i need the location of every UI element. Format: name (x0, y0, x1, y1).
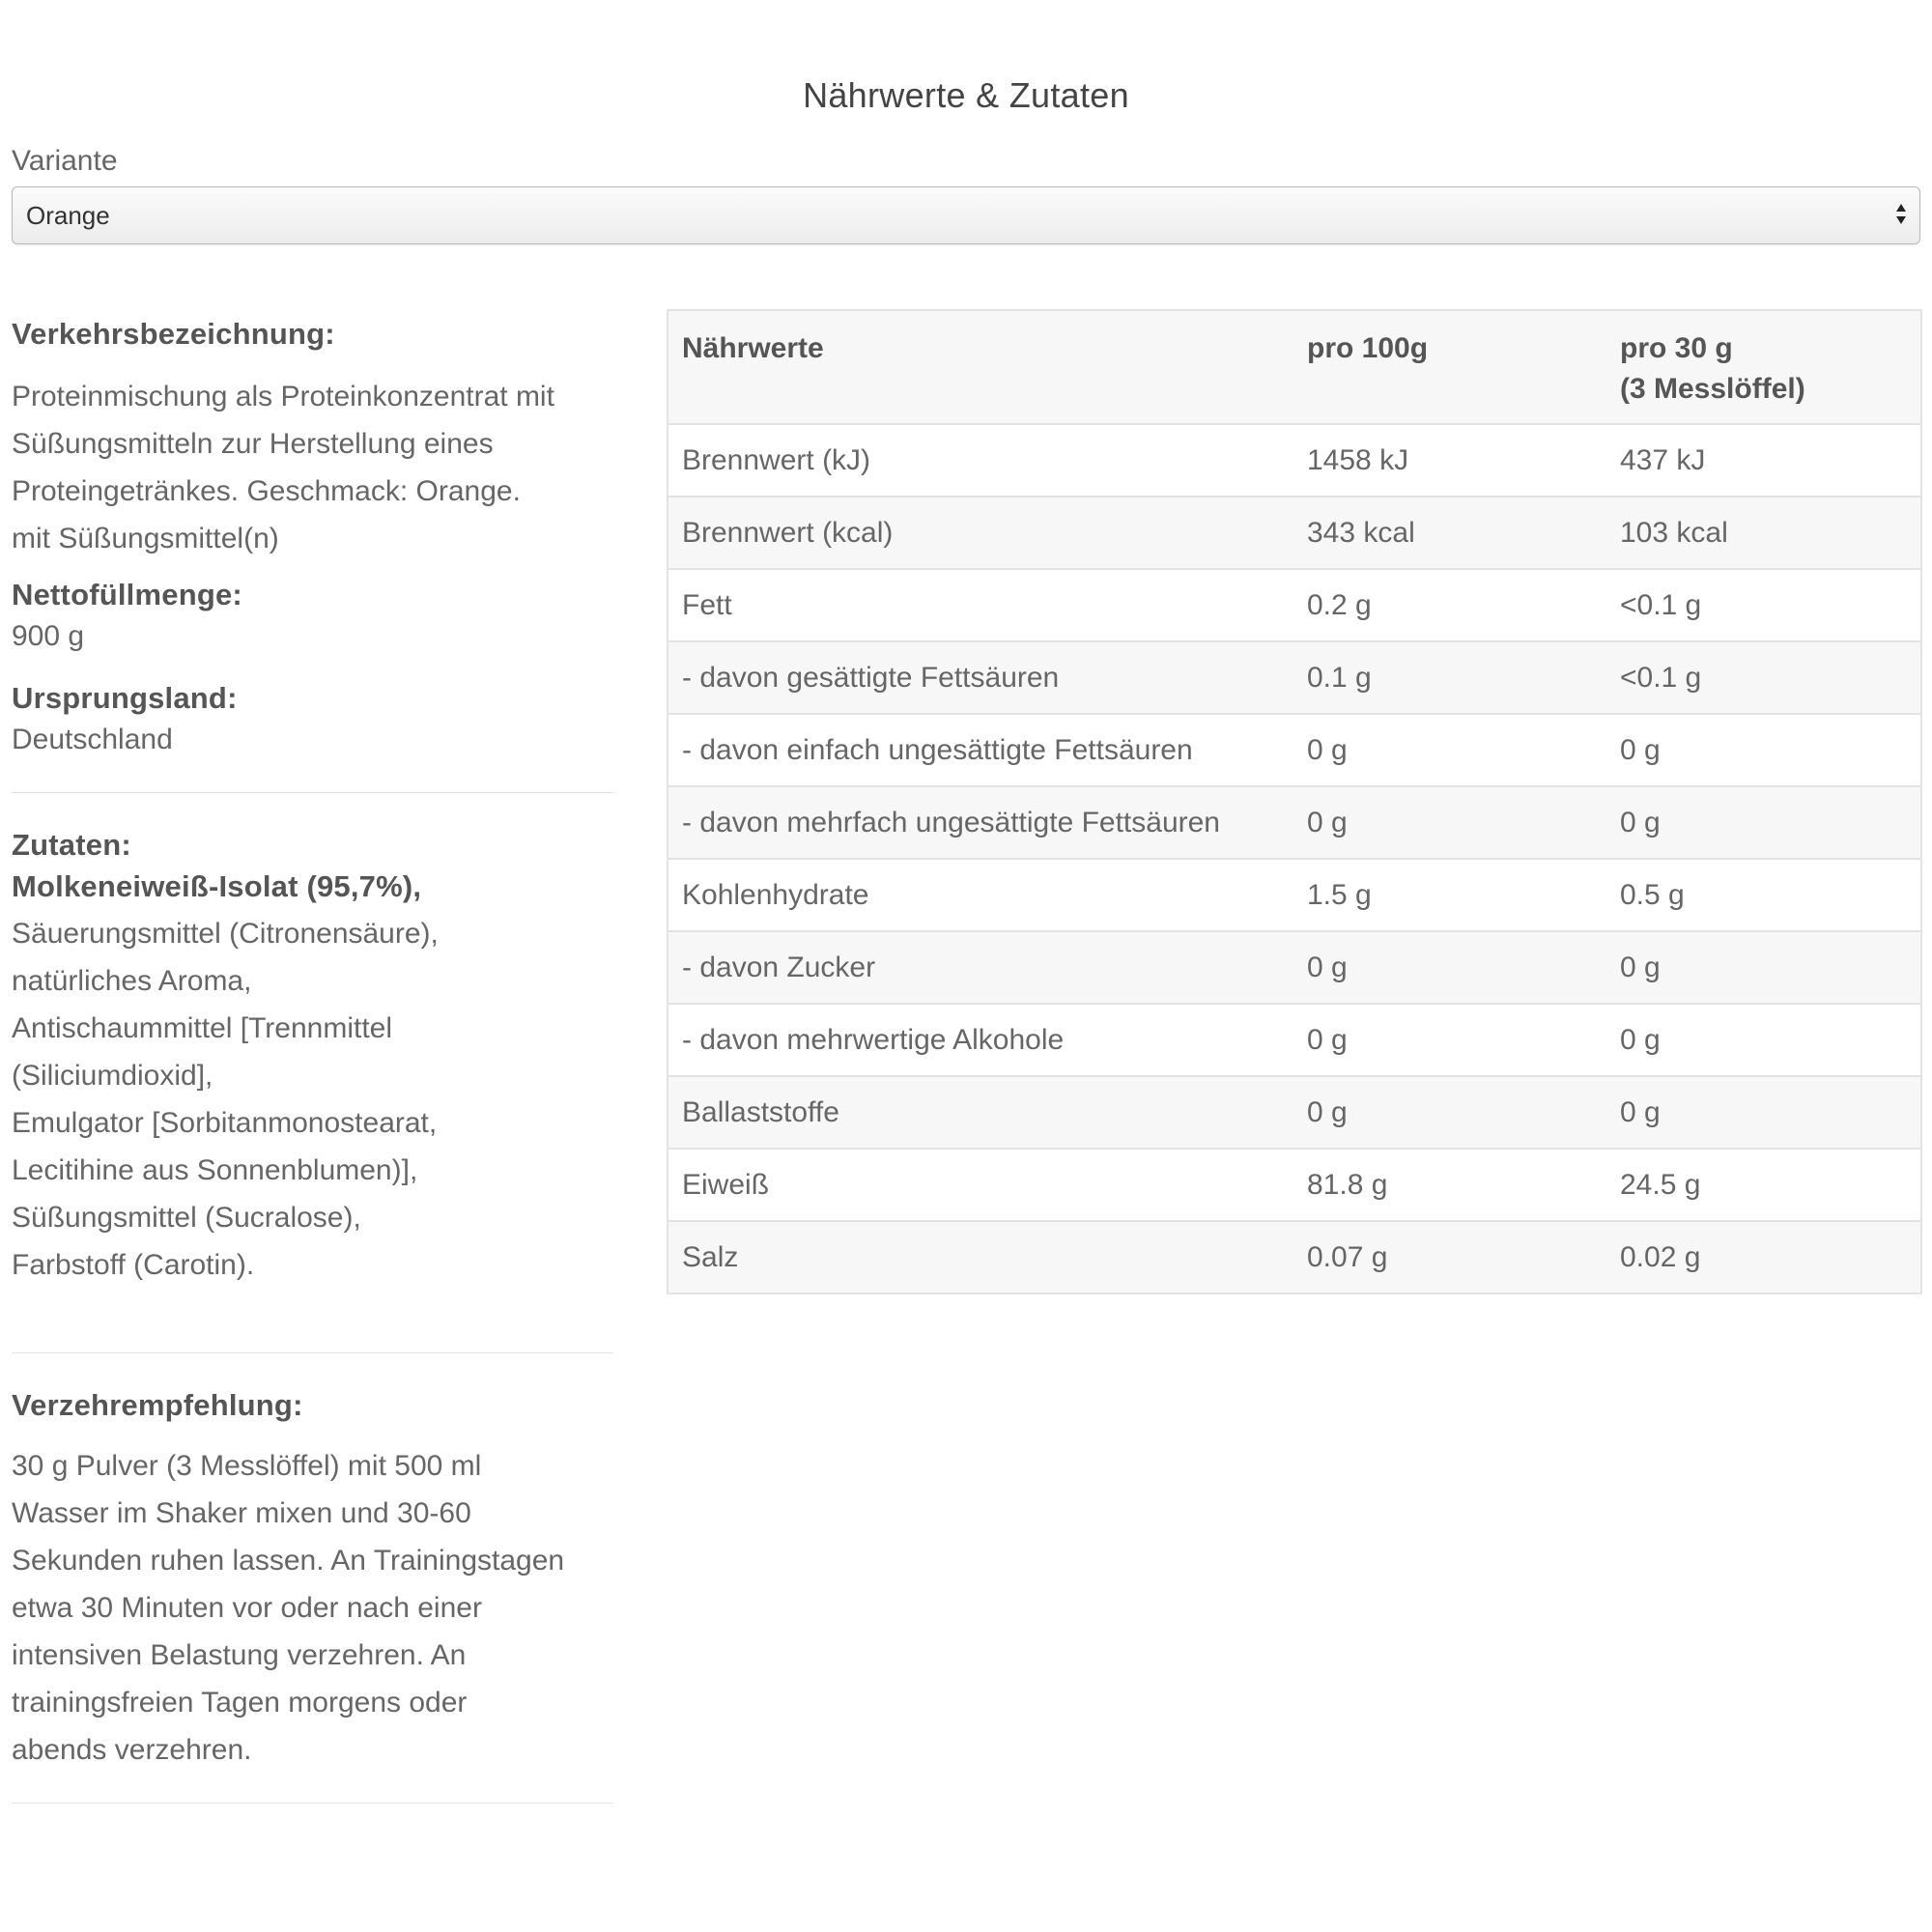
recommendation-line: intensiven Belastung verzehren. An (12, 1639, 467, 1671)
table-row (668, 569, 1921, 641)
row-per30: 24.5 g (1606, 1149, 1921, 1221)
row-per30: <0.1 g (1606, 641, 1921, 714)
table-row (668, 931, 1921, 1004)
row-per100: 1.5 g (1293, 859, 1606, 931)
designation-line: Proteinmischung als Proteinkonzentrat mit (12, 381, 554, 412)
origin-value: Deutschland (12, 724, 173, 755)
row-per30: 0 g (1606, 1076, 1921, 1149)
row-per100: 0 g (1293, 786, 1606, 859)
recommendation-text (12, 1442, 613, 1774)
designation-text (12, 373, 613, 562)
row-name: Eiweiß (668, 1149, 1293, 1221)
nutrition-table (667, 309, 1922, 1294)
designation-heading: Verkehrsbezeichnung: (12, 317, 335, 351)
header-naehrwerte: Nährwerte (668, 310, 1293, 424)
variant-label: Variante (12, 145, 118, 177)
ingredient-line: Lecitihine aus Sonnenblumen)], (12, 1154, 418, 1186)
designation-line: Proteingetränkes. Geschmack: Orange. (12, 475, 521, 507)
row-per100: 0.2 g (1293, 569, 1606, 641)
recommendation-heading: Verzehrempfehlung: (12, 1388, 303, 1422)
row-per100: 343 kcal (1293, 497, 1606, 569)
header-pro-30g (1606, 310, 1921, 424)
row-per30: 437 kJ (1606, 424, 1921, 497)
designation-line: Süßungsmitteln zur Herstellung eines (12, 428, 494, 460)
row-per30: 0 g (1606, 931, 1921, 1004)
row-per30: 0.02 g (1606, 1221, 1921, 1293)
row-per100: 0 g (1293, 1004, 1606, 1076)
table-row (668, 1076, 1921, 1149)
row-name: - davon Zucker (668, 931, 1293, 1004)
row-name: - davon einfach ungesättigte Fettsäuren (668, 714, 1293, 786)
row-name: Brennwert (kcal) (668, 497, 1293, 569)
ingredient-line: Farbstoff (Carotin). (12, 1249, 255, 1281)
table-row (668, 424, 1921, 497)
ingredient-line: natürliches Aroma, (12, 965, 252, 997)
row-per30: 0 g (1606, 1004, 1921, 1076)
row-per100: 0.1 g (1293, 641, 1606, 714)
recommendation-line: Sekunden ruhen lassen. An Trainingstagen (12, 1545, 565, 1577)
page-title: Nährwerte & Zutaten (803, 75, 1129, 115)
recommendation-line: 30 g Pulver (3 Messlöffel) mit 500 ml (12, 1450, 482, 1482)
row-name: - davon mehrwertige Alkohole (668, 1004, 1293, 1076)
ingredient-line: Süßungsmittel (Sucralose), (12, 1202, 361, 1234)
header-pro-30g-line1: pro 30 g (1620, 332, 1733, 364)
header-pro-30g-line2: (3 Messlöffel) (1620, 373, 1805, 405)
net-heading: Nettofüllmenge: (12, 578, 242, 611)
row-per30: 0.5 g (1606, 859, 1921, 931)
product-info (12, 309, 613, 1804)
table-row (668, 786, 1921, 859)
row-per100: 0 g (1293, 931, 1606, 1004)
row-name: Ballaststoffe (668, 1076, 1293, 1149)
divider (12, 1352, 613, 1353)
header-pro-100g: pro 100g (1293, 310, 1606, 424)
ingredient-line: Säuerungsmittel (Citronensäure), (12, 918, 439, 950)
ingredient-line: Emulgator [Sorbitanmonostearat, (12, 1107, 438, 1139)
row-per100: 81.8 g (1293, 1149, 1606, 1221)
net-value: 900 g (12, 620, 85, 652)
row-per30: 103 kcal (1606, 497, 1921, 569)
variant-select[interactable] (12, 186, 1920, 244)
row-name: Kohlenhydrate (668, 859, 1293, 931)
table-row (668, 1149, 1921, 1221)
table-row (668, 859, 1921, 931)
table-row (668, 641, 1921, 714)
origin-heading: Ursprungsland: (12, 681, 238, 715)
row-name: - davon gesättigte Fettsäuren (668, 641, 1293, 714)
row-name: Salz (668, 1221, 1293, 1293)
row-per100: 0.07 g (1293, 1221, 1606, 1293)
ingredients-heading: Zutaten: (12, 828, 131, 862)
row-per30: <0.1 g (1606, 569, 1921, 641)
select-arrows-icon (1894, 200, 1908, 231)
recommendation-line: trainingsfreien Tagen morgens oder (12, 1687, 468, 1719)
recommendation-line: Wasser im Shaker mixen und 30-60 (12, 1497, 471, 1529)
table-row (668, 1004, 1921, 1076)
table-row (668, 1221, 1921, 1293)
recommendation-line: abends verzehren. (12, 1734, 252, 1766)
ingredients-text (12, 863, 613, 1289)
recommendation-line: etwa 30 Minuten vor oder nach einer (12, 1592, 482, 1624)
row-per100: 0 g (1293, 714, 1606, 786)
row-name: - davon mehrfach ungesättigte Fettsäuren (668, 786, 1293, 859)
row-per100: 1458 kJ (1293, 424, 1606, 497)
row-name: Fett (668, 569, 1293, 641)
variant-selected-value: Orange (26, 201, 110, 230)
designation-line: mit Süßungsmittel(n) (12, 523, 279, 554)
table-header-row (668, 310, 1921, 424)
divider (12, 1803, 613, 1804)
ingredient-line: Antischaummittel [Trennmittel (12, 1012, 393, 1044)
ingredients-main: Molkeneiweiß-Isolat (95,7%), (12, 869, 422, 903)
row-per30: 0 g (1606, 714, 1921, 786)
ingredient-line: (Siliciumdioxid], (12, 1060, 213, 1092)
row-name: Brennwert (kJ) (668, 424, 1293, 497)
divider (12, 792, 613, 793)
table-row (668, 497, 1921, 569)
row-per100: 0 g (1293, 1076, 1606, 1149)
table-row (668, 714, 1921, 786)
row-per30: 0 g (1606, 786, 1921, 859)
